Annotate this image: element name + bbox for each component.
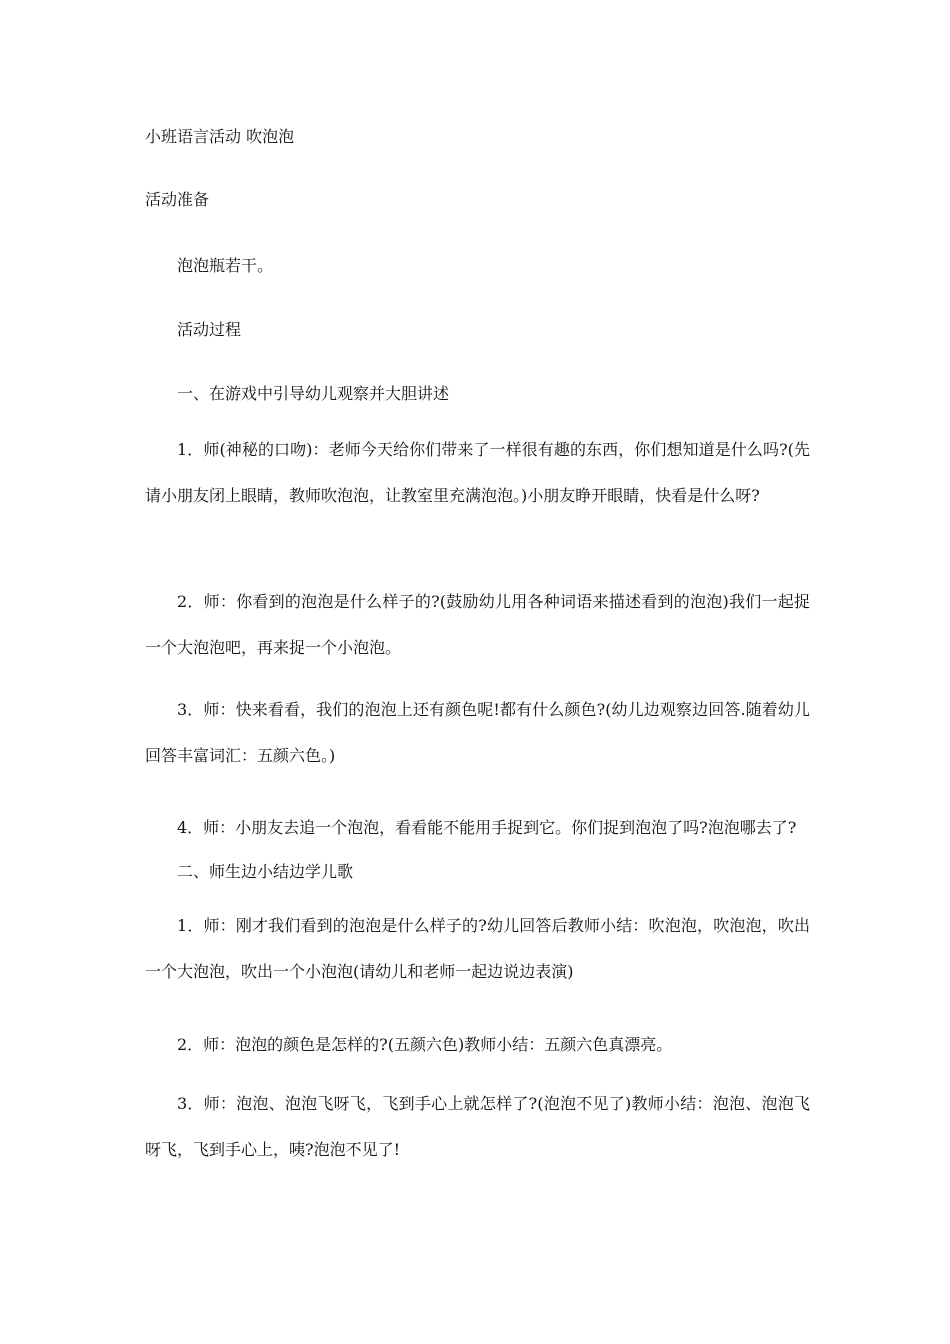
- section-heading-preparation: 活动准备: [145, 190, 210, 209]
- part-two-heading: 二、师生边小结边学儿歌: [177, 862, 354, 881]
- part-one-heading: 一、在游戏中引导幼儿观察并大胆讲述: [177, 384, 450, 403]
- document-title: 小班语言活动 吹泡泡: [145, 127, 295, 146]
- part-one-item-1: 1．师(神秘的口吻)：老师今天给你们带来了一样很有趣的东西，你们想知道是什么吗?(先请小朋友闭上眼睛，教师吹泡泡，让教室里充满泡泡。)小朋友睁开眼睛，快看是什么呀?: [145, 440, 810, 505]
- part-one-item-3: 3．师：快来看看，我们的泡泡上还有颜色呢!都有什么颜色?(幼儿边观察边回答.随着幼儿回答丰富词汇：五颜六色。): [145, 700, 810, 765]
- part-two-item-3: 3．师：泡泡、泡泡飞呀飞，飞到手心上就怎样了?(泡泡不见了)教师小结：泡泡、泡泡飞呀飞，飞到手心上，咦?泡泡不见了!: [145, 1094, 810, 1159]
- part-one-item-2: 2．师：你看到的泡泡是什么样子的?(鼓励幼儿用各种词语来描述看到的泡泡)我们一起捉一个大泡泡吧，再来捉一个小泡泡。: [145, 592, 810, 657]
- preparation-text: 泡泡瓶若干。: [177, 256, 274, 275]
- section-heading-process: 活动过程: [177, 320, 242, 339]
- part-one-item-4: 4．师：小朋友去追一个泡泡，看看能不能用手捉到它。你们捉到泡泡了吗?泡泡哪去了?: [177, 818, 797, 837]
- part-two-item-1: 1．师：刚才我们看到的泡泡是什么样子的?幼儿回答后教师小结：吹泡泡，吹泡泡，吹出一个大泡泡，吹出一个小泡泡(请幼儿和老师一起边说边表演): [145, 916, 810, 981]
- part-two-item-2: 2．师：泡泡的颜色是怎样的?(五颜六色)教师小结：五颜六色真漂亮。: [177, 1035, 673, 1054]
